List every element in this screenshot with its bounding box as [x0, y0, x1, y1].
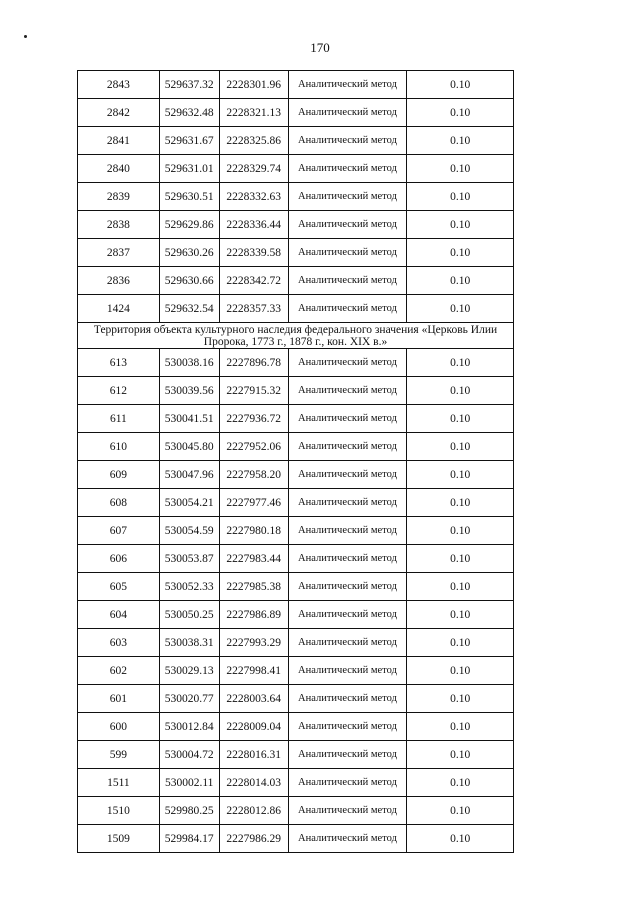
point-number-cell: 610	[78, 433, 160, 461]
point-number-cell: 607	[78, 517, 160, 545]
y-coordinate-cell: 2227986.29	[219, 825, 288, 853]
method-cell: Аналитический метод	[288, 489, 407, 517]
x-coordinate-cell: 529632.54	[159, 295, 219, 323]
point-number-cell: 600	[78, 713, 160, 741]
method-cell: Аналитический метод	[288, 295, 407, 323]
method-cell: Аналитический метод	[288, 685, 407, 713]
x-coordinate-cell: 530029.13	[159, 657, 219, 685]
method-cell: Аналитический метод	[288, 183, 407, 211]
x-coordinate-cell: 529630.26	[159, 239, 219, 267]
method-cell: Аналитический метод	[288, 825, 407, 853]
point-number-cell: 601	[78, 685, 160, 713]
x-coordinate-cell: 529631.67	[159, 127, 219, 155]
point-number-cell: 613	[78, 349, 160, 377]
method-cell: Аналитический метод	[288, 433, 407, 461]
y-coordinate-cell: 2228342.72	[219, 267, 288, 295]
point-number-cell: 2836	[78, 267, 160, 295]
accuracy-cell: 0.10	[407, 601, 514, 629]
y-coordinate-cell: 2228339.58	[219, 239, 288, 267]
y-coordinate-cell: 2228357.33	[219, 295, 288, 323]
accuracy-cell: 0.10	[407, 433, 514, 461]
accuracy-cell: 0.10	[407, 545, 514, 573]
point-number-cell: 1424	[78, 295, 160, 323]
accuracy-cell: 0.10	[407, 155, 514, 183]
x-coordinate-cell: 529629.86	[159, 211, 219, 239]
method-cell: Аналитический метод	[288, 741, 407, 769]
accuracy-cell: 0.10	[407, 295, 514, 323]
section-title: Территория объекта культурного наследия федерального значения «Церковь Илии Пророка, 1773 г., 1878 г., кон. XIX в.»	[78, 323, 514, 349]
table-row	[78, 461, 514, 489]
point-number-cell: 611	[78, 405, 160, 433]
accuracy-cell: 0.10	[407, 769, 514, 797]
y-coordinate-cell: 2228016.31	[219, 741, 288, 769]
x-coordinate-cell: 530038.16	[159, 349, 219, 377]
accuracy-cell: 0.10	[407, 517, 514, 545]
x-coordinate-cell: 530054.21	[159, 489, 219, 517]
accuracy-cell: 0.10	[407, 211, 514, 239]
method-cell: Аналитический метод	[288, 657, 407, 685]
method-cell: Аналитический метод	[288, 239, 407, 267]
table-row	[78, 267, 514, 295]
y-coordinate-cell: 2228336.44	[219, 211, 288, 239]
method-cell: Аналитический метод	[288, 267, 407, 295]
table-row	[78, 713, 514, 741]
y-coordinate-cell: 2227896.78	[219, 349, 288, 377]
x-coordinate-cell: 530054.59	[159, 517, 219, 545]
point-number-cell: 2841	[78, 127, 160, 155]
x-coordinate-cell: 530047.96	[159, 461, 219, 489]
y-coordinate-cell: 2228003.64	[219, 685, 288, 713]
method-cell: Аналитический метод	[288, 127, 407, 155]
x-coordinate-cell: 530052.33	[159, 573, 219, 601]
x-coordinate-cell: 529637.32	[159, 71, 219, 99]
table-row	[78, 489, 514, 517]
y-coordinate-cell: 2228321.13	[219, 99, 288, 127]
section-header	[78, 323, 514, 349]
accuracy-cell: 0.10	[407, 657, 514, 685]
table-row	[78, 517, 514, 545]
x-coordinate-cell: 530004.72	[159, 741, 219, 769]
x-coordinate-cell: 530041.51	[159, 405, 219, 433]
point-number-cell: 2837	[78, 239, 160, 267]
y-coordinate-cell: 2227977.46	[219, 489, 288, 517]
y-coordinate-cell: 2227952.06	[219, 433, 288, 461]
table-row	[78, 601, 514, 629]
point-number-cell: 603	[78, 629, 160, 657]
table-row	[78, 99, 514, 127]
table-row	[78, 377, 514, 405]
point-number-cell: 2839	[78, 183, 160, 211]
table-row	[78, 825, 514, 853]
y-coordinate-cell: 2227936.72	[219, 405, 288, 433]
scan-dot-mark	[24, 35, 27, 38]
method-cell: Аналитический метод	[288, 349, 407, 377]
method-cell: Аналитический метод	[288, 573, 407, 601]
x-coordinate-cell: 529984.17	[159, 825, 219, 853]
point-number-cell: 599	[78, 741, 160, 769]
accuracy-cell: 0.10	[407, 267, 514, 295]
accuracy-cell: 0.10	[407, 405, 514, 433]
table-row	[78, 657, 514, 685]
table-row	[78, 573, 514, 601]
y-coordinate-cell: 2227958.20	[219, 461, 288, 489]
y-coordinate-cell: 2228301.96	[219, 71, 288, 99]
method-cell: Аналитический метод	[288, 405, 407, 433]
x-coordinate-cell: 530012.84	[159, 713, 219, 741]
y-coordinate-cell: 2228014.03	[219, 769, 288, 797]
table-row	[78, 155, 514, 183]
table-row	[78, 211, 514, 239]
coordinates-table	[77, 70, 514, 853]
method-cell: Аналитический метод	[288, 601, 407, 629]
method-cell: Аналитический метод	[288, 377, 407, 405]
x-coordinate-cell: 530050.25	[159, 601, 219, 629]
point-number-cell: 605	[78, 573, 160, 601]
table-row	[78, 797, 514, 825]
method-cell: Аналитический метод	[288, 461, 407, 489]
accuracy-cell: 0.10	[407, 629, 514, 657]
method-cell: Аналитический метод	[288, 545, 407, 573]
x-coordinate-cell: 530002.11	[159, 769, 219, 797]
point-number-cell: 2842	[78, 99, 160, 127]
table-row	[78, 545, 514, 573]
table-row	[78, 769, 514, 797]
x-coordinate-cell: 530039.56	[159, 377, 219, 405]
y-coordinate-cell: 2228329.74	[219, 155, 288, 183]
method-cell: Аналитический метод	[288, 155, 407, 183]
table-row	[78, 295, 514, 323]
table-row	[78, 183, 514, 211]
table-row	[78, 127, 514, 155]
method-cell: Аналитический метод	[288, 71, 407, 99]
table-row	[78, 405, 514, 433]
y-coordinate-cell: 2228012.86	[219, 797, 288, 825]
x-coordinate-cell: 530038.31	[159, 629, 219, 657]
point-number-cell: 602	[78, 657, 160, 685]
accuracy-cell: 0.10	[407, 461, 514, 489]
point-number-cell: 2840	[78, 155, 160, 183]
accuracy-cell: 0.10	[407, 71, 514, 99]
method-cell: Аналитический метод	[288, 797, 407, 825]
point-number-cell: 609	[78, 461, 160, 489]
method-cell: Аналитический метод	[288, 517, 407, 545]
y-coordinate-cell: 2227915.32	[219, 377, 288, 405]
table-row	[78, 349, 514, 377]
accuracy-cell: 0.10	[407, 239, 514, 267]
accuracy-cell: 0.10	[407, 713, 514, 741]
table-body-second-section	[78, 349, 514, 853]
accuracy-cell: 0.10	[407, 99, 514, 127]
accuracy-cell: 0.10	[407, 377, 514, 405]
y-coordinate-cell: 2228332.63	[219, 183, 288, 211]
point-number-cell: 2843	[78, 71, 160, 99]
x-coordinate-cell: 530045.80	[159, 433, 219, 461]
table-row	[78, 71, 514, 99]
method-cell: Аналитический метод	[288, 99, 407, 127]
y-coordinate-cell: 2227980.18	[219, 517, 288, 545]
y-coordinate-cell: 2227983.44	[219, 545, 288, 573]
y-coordinate-cell: 2228325.86	[219, 127, 288, 155]
y-coordinate-cell: 2227993.29	[219, 629, 288, 657]
point-number-cell: 1510	[78, 797, 160, 825]
accuracy-cell: 0.10	[407, 825, 514, 853]
x-coordinate-cell: 529630.66	[159, 267, 219, 295]
x-coordinate-cell: 529630.51	[159, 183, 219, 211]
accuracy-cell: 0.10	[407, 489, 514, 517]
table-row	[78, 685, 514, 713]
method-cell: Аналитический метод	[288, 769, 407, 797]
y-coordinate-cell: 2227985.38	[219, 573, 288, 601]
point-number-cell: 1511	[78, 769, 160, 797]
table-body-first-section	[78, 71, 514, 323]
table-row	[78, 239, 514, 267]
x-coordinate-cell: 529631.01	[159, 155, 219, 183]
point-number-cell: 2838	[78, 211, 160, 239]
point-number-cell: 1509	[78, 825, 160, 853]
x-coordinate-cell: 530020.77	[159, 685, 219, 713]
method-cell: Аналитический метод	[288, 211, 407, 239]
accuracy-cell: 0.10	[407, 573, 514, 601]
table-row	[78, 741, 514, 769]
table-row	[78, 433, 514, 461]
method-cell: Аналитический метод	[288, 629, 407, 657]
point-number-cell: 604	[78, 601, 160, 629]
x-coordinate-cell: 529632.48	[159, 99, 219, 127]
accuracy-cell: 0.10	[407, 183, 514, 211]
accuracy-cell: 0.10	[407, 349, 514, 377]
table-row	[78, 629, 514, 657]
point-number-cell: 606	[78, 545, 160, 573]
accuracy-cell: 0.10	[407, 685, 514, 713]
point-number-cell: 608	[78, 489, 160, 517]
x-coordinate-cell: 530053.87	[159, 545, 219, 573]
accuracy-cell: 0.10	[407, 741, 514, 769]
accuracy-cell: 0.10	[407, 797, 514, 825]
page-number: 170	[310, 40, 330, 55]
y-coordinate-cell: 2227998.41	[219, 657, 288, 685]
y-coordinate-cell: 2228009.04	[219, 713, 288, 741]
y-coordinate-cell: 2227986.89	[219, 601, 288, 629]
accuracy-cell: 0.10	[407, 127, 514, 155]
point-number-cell: 612	[78, 377, 160, 405]
method-cell: Аналитический метод	[288, 713, 407, 741]
x-coordinate-cell: 529980.25	[159, 797, 219, 825]
